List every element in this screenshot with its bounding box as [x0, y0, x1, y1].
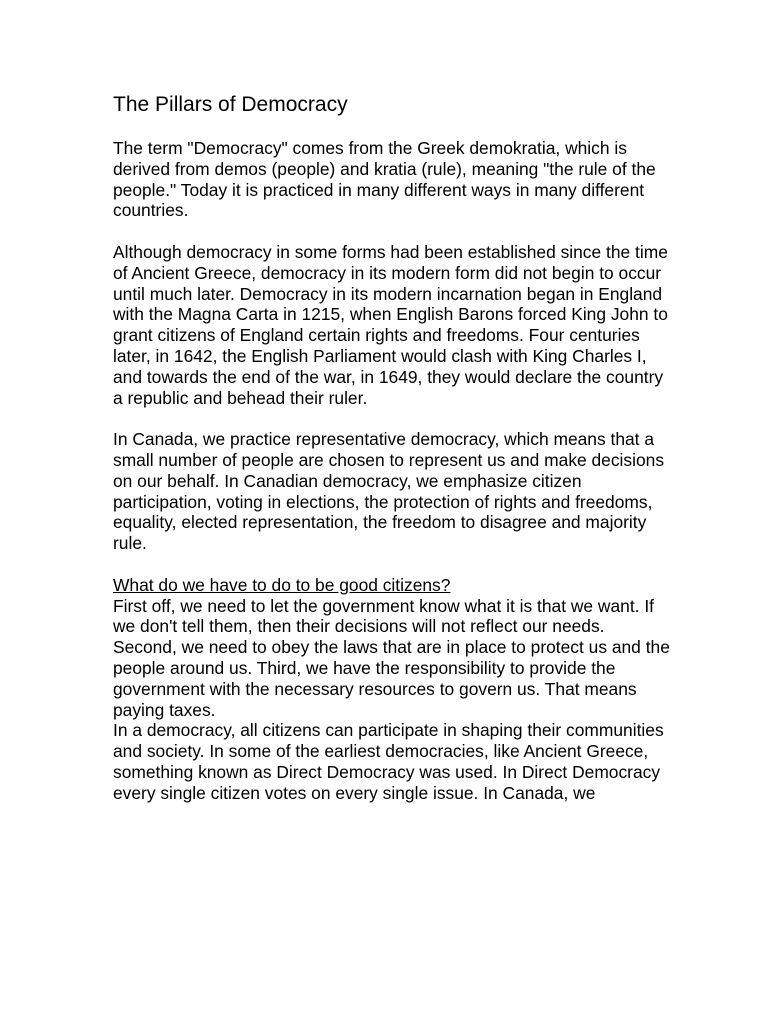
document-body — [113, 92, 673, 804]
paragraph-canada: In Canada, we practice representative democracy, which means that a small number of people are chosen to represent us and make decisions on our behalf. In Canadian democracy, we emphasize citizen participation, voting in elections, the protection of rights and freedoms, equality, elected representation, the freedom to disagree and majority rule. — [113, 429, 665, 554]
paragraph-history: Although democracy in some forms had been established since the time of Ancient Greece, democracy in its modern form did not begin to occur until much later. Democracy in its modern incarnation began in England with the Magna Carta in 1215, when English Barons forced King John to grant citizens of England certain rights and freedoms. Four centuries later, in 1642, the English Parliament would clash with King Charles I, and towards the end of the war, in 1649, they would declare the country a republic and behead their ruler. — [113, 241, 668, 408]
paragraph-participation: In a democracy, all citizens can participate in shaping their communities and society. In some of the earliest democracies, like Ancient Greece, something known as Direct Democracy was used. In Direct Democracy every single citizen votes on every single issue. In Canada, we — [113, 720, 664, 803]
section-heading-good-citizens: What do we have to do to be good citizens? — [113, 574, 451, 595]
document-title: The Pillars of Democracy — [113, 93, 348, 116]
paragraph-etymology: The term "Democracy" comes from the Greek demokratia, which is derived from demos (people) and kratia (rule), meaning "the rule of the people." Today it is practiced in many different ways in many different countries. — [113, 138, 656, 221]
paragraph-responsibilities: First off, we need to let the government know what it is that we want. If we don't tell them, then their decisions will not reflect our needs. Second, we need to obey the laws that are in place to protect us and the people around us. Third, we have the responsibility to provide the government with the necessary resources to govern us. That means paying taxes. — [113, 595, 670, 720]
